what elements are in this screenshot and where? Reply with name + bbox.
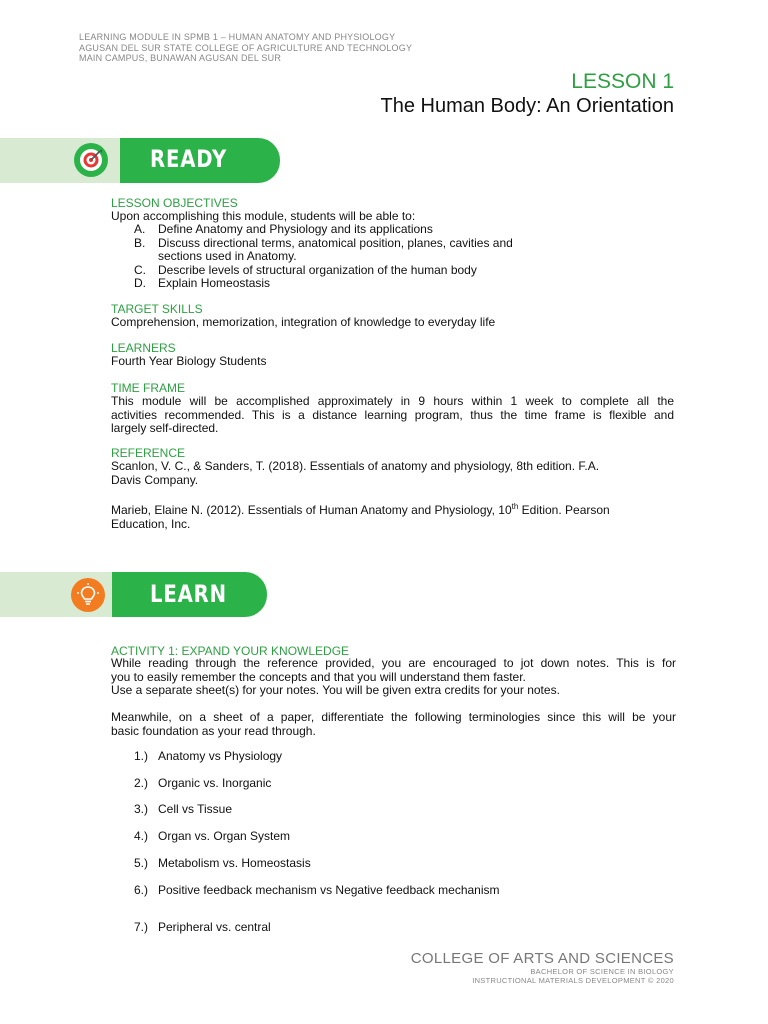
list-item: 1.) Anatomy vs Physiology: [134, 749, 283, 763]
lightbulb-icon: [71, 578, 105, 612]
footer-unit: INSTRUCTIONAL MATERIALS DEVELOPMENT © 2020: [472, 976, 674, 985]
list-item: 6.) Positive feedback mechanism vs Negative feedback mechanism: [134, 883, 500, 897]
target-skills-text: Comprehension, memorization, integration of knowledge to everyday life: [111, 315, 496, 329]
target-icon: [74, 143, 108, 177]
header-line-2: AGUSAN DEL SUR STATE COLLEGE OF AGRICULTURE AND TECHNOLOGY: [79, 42, 413, 53]
list-item: 2.) Organic vs. Inorganic: [134, 776, 272, 790]
lesson-number: LESSON 1: [571, 70, 674, 93]
learners-text: Fourth Year Biology Students: [111, 354, 267, 368]
objectives-heading: LESSON OBJECTIVES: [111, 196, 238, 210]
list-item: 4.) Organ vs. Organ System: [134, 829, 291, 843]
list-item: 3.) Cell vs Tissue: [134, 802, 233, 816]
learn-label: LEARN: [150, 580, 227, 608]
footer-college: COLLEGE OF ARTS AND SCIENCES: [410, 950, 674, 967]
objective-item: B. Discuss directional terms, anatomical position, planes, cavities and: [134, 235, 513, 250]
objective-item: A. Define Anatomy and Physiology and its applications: [134, 222, 433, 236]
footer-program: BACHELOR OF SCIENCE IN BIOLOGY: [530, 967, 674, 976]
activity-heading: ACTIVITY 1: EXPAND YOUR KNOWLEDGE: [111, 644, 350, 658]
module-header: [79, 32, 412, 64]
objective-item-continued: sections used in Anatomy.: [158, 249, 297, 264]
target-skills-heading: TARGET SKILLS: [111, 302, 203, 316]
header-line-1: LEARNING MODULE IN SPMB 1 – HUMAN ANATOMY AND PHYSIOLOGY: [79, 32, 396, 42]
activity-paragraph-2: Meanwhile, on a sheet of a paper, differentiate the following terminologies since this will be your basic foundation as your read through.: [111, 710, 676, 738]
activity-paragraph-1: While reading through the reference provided, you are encouraged to jot down notes. This is for you to easily remember the concepts and that you will understand them faster. Use a separate sheet(s) for your notes. You will be given extra credits for your notes.: [111, 656, 676, 698]
list-item: 7.) Peripheral vs. central: [134, 920, 271, 934]
learners-heading: LEARNERS: [111, 341, 176, 355]
list-item: 5.) Metabolism vs. Homeostasis: [134, 856, 311, 870]
time-frame-heading: TIME FRAME: [111, 381, 185, 395]
lesson-title: The Human Body: An Orientation: [380, 95, 674, 117]
time-frame-text: This module will be accomplished approximately in 9 hours within 1 week to complete all the activities recommended. This is a distance learning program, thus the time frame is flexible and largely self-directed.: [111, 394, 674, 436]
reference-2: Marieb, Elaine N. (2012). Essentials of Human Anatomy and Physiology, 10th Edition. Pearson Education, Inc.: [111, 502, 610, 531]
header-line-3: MAIN CAMPUS, BUNAWAN AGUSAN DEL SUR: [79, 53, 282, 63]
reference-1: Scanlon, V. C., & Sanders, T. (2018). Essentials of anatomy and physiology, 8th edition. F.A. Davis Company.: [111, 459, 600, 487]
objective-item: D. Explain Homeostasis: [134, 276, 271, 291]
objective-item: C. Describe levels of structural organization of the human body: [134, 262, 477, 277]
reference-heading: REFERENCE: [111, 446, 186, 460]
ready-label: READY: [150, 145, 228, 173]
objectives-intro: Upon accomplishing this module, students will be able to:: [111, 209, 416, 223]
objectives-list: [134, 223, 513, 291]
